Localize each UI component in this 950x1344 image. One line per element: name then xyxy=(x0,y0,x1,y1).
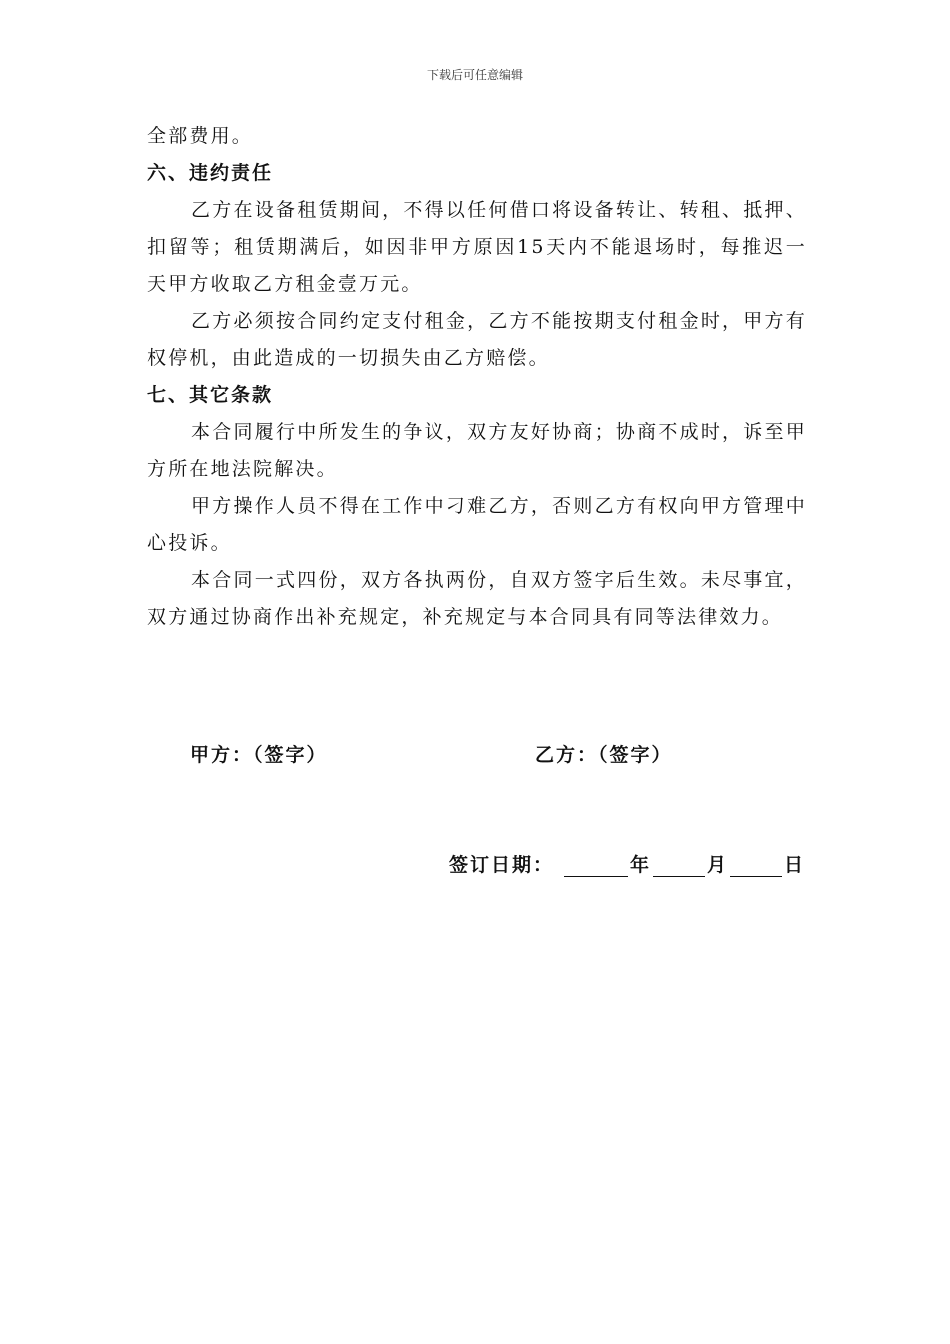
paragraph-breach-2: 乙方必须按合同约定支付租金，乙方不能按期支付租金时，甲方有权停机，由此造成的一切损失由乙方赔偿。 xyxy=(147,310,807,369)
party-a-signature: 甲方：（签字） xyxy=(190,744,328,766)
document-body xyxy=(147,118,807,636)
paragraph-continuation: 全部费用。 xyxy=(147,125,254,147)
date-label: 签订日期： xyxy=(448,854,554,876)
month-label: 月 xyxy=(706,854,728,876)
day-blank xyxy=(730,854,782,877)
year-label: 年 xyxy=(629,854,651,876)
party-b-signature: 乙方：（签字） xyxy=(535,744,673,766)
section-heading-other: 七、其它条款 xyxy=(147,384,274,406)
paragraph-breach-1: 乙方在设备租赁期间，不得以任何借口将设备转让、转租、抵押、扣留等；租赁期满后，如因非甲方原因15天内不能退场时，每推迟一天甲方收取乙方租金壹万元。 xyxy=(147,199,807,295)
page-header: 下载后可任意编辑 xyxy=(426,68,523,82)
day-label: 日 xyxy=(783,854,805,876)
signing-date-row xyxy=(449,850,805,877)
paragraph-other-2: 甲方操作人员不得在工作中刁难乙方，否则乙方有权向甲方管理中心投诉。 xyxy=(147,495,807,554)
paragraph-other-1: 本合同履行中所发生的争议，双方友好协商；协商不成时，诉至甲方所在地法院解决。 xyxy=(147,421,807,480)
signature-row xyxy=(0,740,950,780)
section-heading-breach: 六、违约责任 xyxy=(147,162,274,184)
paragraph-other-3: 本合同一式四份，双方各执两份，自双方签字后生效。未尽事宜，双方通过协商作出补充规定，补充规定与本合同具有同等法律效力。 xyxy=(147,569,807,628)
year-blank xyxy=(564,854,628,877)
month-blank xyxy=(653,854,705,877)
